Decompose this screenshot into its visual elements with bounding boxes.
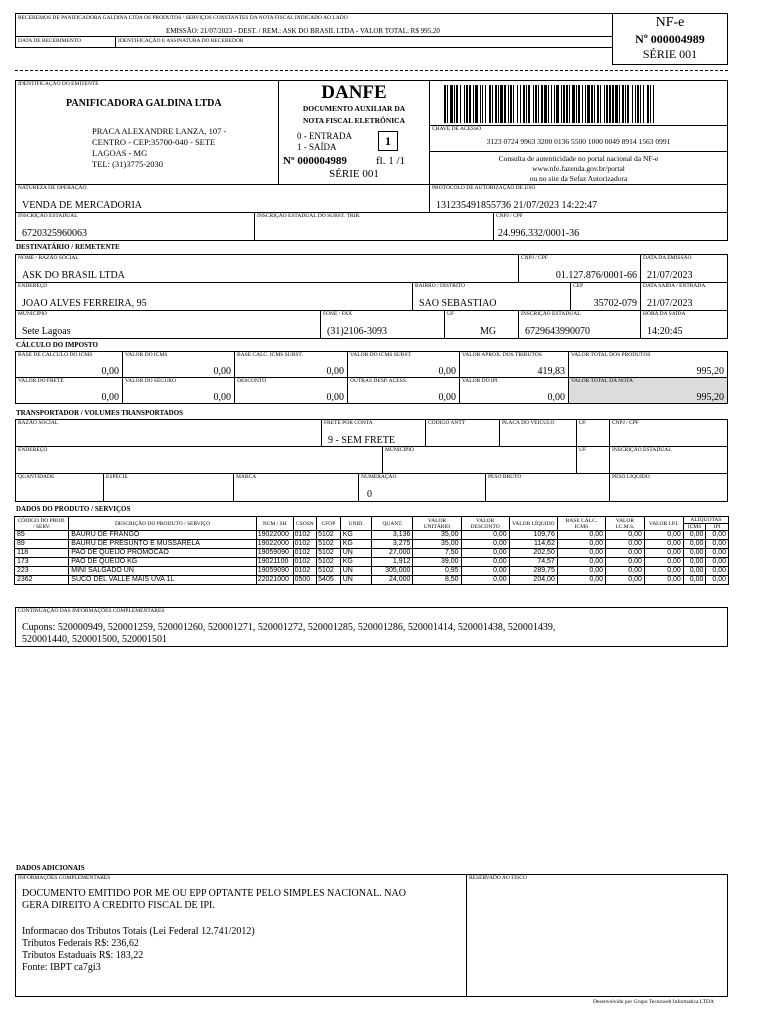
tax-field-value: 419,83 xyxy=(537,366,565,377)
danfe-box xyxy=(278,80,430,185)
emitter-address-3: LAGOAS - MG xyxy=(92,148,148,158)
tax-field-label: VALOR DO IPI xyxy=(462,378,498,384)
tax-field xyxy=(568,377,728,404)
product-cell: 39,00 xyxy=(413,558,461,567)
exit-time-label: HORA DA SAÍDA xyxy=(643,311,686,317)
product-cell: 7,50 xyxy=(413,549,461,558)
receipt-nfe-box xyxy=(612,13,728,65)
reserved-fisco-box xyxy=(466,874,728,997)
recipient-address-value: JOAO ALVES FERREIRA, 95 xyxy=(22,298,147,309)
product-cell: 5405 xyxy=(317,576,341,585)
carrier-uf-field xyxy=(576,419,610,447)
recipient-district-label: BAIRRO / DISTRITO xyxy=(415,283,466,289)
product-cell: 0,00 xyxy=(644,567,683,576)
state-registration-st-label: INSCRIÇÃO ESTADUAL DO SUBST. TRIB. xyxy=(257,213,361,219)
tax-field-value: 0,00 xyxy=(101,366,119,377)
emission-date-value: 21/07/2023 xyxy=(647,270,693,281)
product-cell: 5102 xyxy=(317,567,341,576)
danfe-subtitle-2: NOTA FISCAL ELETRÔNICA xyxy=(303,116,405,125)
product-cell: UN xyxy=(340,576,372,585)
product-cell: 0102 xyxy=(293,567,317,576)
product-cell: 202,50 xyxy=(509,549,557,558)
volume-numbering-label: NUMERAÇÃO xyxy=(361,474,397,480)
tax-field-value: 0,00 xyxy=(547,392,565,403)
additional-line-6: Fonte: IBPT ca7gi3 xyxy=(22,962,101,973)
receipt-stub xyxy=(15,13,613,48)
product-cell: 0,00 xyxy=(683,549,706,558)
tax-field-label: VALOR APROX. DOS TRIBUTOS xyxy=(462,352,542,358)
tax-field xyxy=(459,377,569,404)
product-cell: BAURU DE PRESUNTO E MUSSARELA xyxy=(69,540,256,549)
product-cell: 173 xyxy=(15,558,69,567)
gross-weight-field xyxy=(485,473,610,502)
vehicle-plate-label: PLACA DO VEÍCULO xyxy=(502,420,555,426)
product-cell: SUCO DEL VALLE MAIS UVA 1L xyxy=(69,576,256,585)
recipient-cnpj-field xyxy=(518,254,641,283)
emitter-cnpj-field xyxy=(493,212,728,241)
product-cell: 0,00 xyxy=(461,567,509,576)
product-cell: 0,00 xyxy=(644,540,683,549)
carrier-name-field xyxy=(15,419,322,447)
carrier-uf2-field xyxy=(576,446,610,474)
col-cfop: CFOP xyxy=(317,517,341,531)
tax-field-value: 995,20 xyxy=(696,392,724,403)
carrier-uf2-label: UF xyxy=(579,447,587,453)
product-cell: 0,00 xyxy=(683,576,706,585)
product-cell: UN xyxy=(340,567,372,576)
tax-field xyxy=(347,377,460,404)
cut-line xyxy=(15,70,728,71)
volume-species-label: ESPÉCIE xyxy=(106,474,128,480)
product-cell: 85 xyxy=(15,531,69,540)
additional-line-3: Informacao dos Tributos Totais (Lei Federal 12.741/2012) xyxy=(22,926,255,937)
state-registration-value: 6720325960063 xyxy=(22,228,87,239)
tax-field xyxy=(347,351,460,378)
product-cell: 223 xyxy=(15,567,69,576)
consult-text-3: ou no site da Sefaz Autorizadora xyxy=(529,174,628,183)
product-cell: 0,00 xyxy=(605,558,644,567)
recipient-ie-label: INSCRIÇÃO ESTADUAL xyxy=(521,311,581,317)
freight-value: 9 - SEM FRETE xyxy=(328,435,395,446)
product-cell: 2362 xyxy=(15,576,69,585)
recipient-name-label: NOME / RAZÃO SOCIAL xyxy=(18,255,79,261)
emitter-address-1: PRACA ALEXANDRE LANZA, 107 - xyxy=(92,126,227,136)
product-cell: 0,00 xyxy=(557,531,605,540)
col-description: DESCRIÇÃO DO PRODUTO / SERVIÇO xyxy=(69,517,256,531)
product-cell: 0,00 xyxy=(557,576,605,585)
product-cell: 289,75 xyxy=(509,567,557,576)
danfe-sheet: fl. 1 /1 xyxy=(376,155,406,167)
product-cell: 204,00 xyxy=(509,576,557,585)
volume-quantity-field xyxy=(15,473,104,502)
product-row xyxy=(15,576,729,585)
product-row xyxy=(15,558,729,567)
volume-numbering-field xyxy=(358,473,486,502)
recipient-uf-label: UF xyxy=(447,311,455,317)
product-cell: 0,00 xyxy=(461,549,509,558)
product-cell: 0,00 xyxy=(461,576,509,585)
carrier-name-label: RAZÃO SOCIAL xyxy=(18,420,59,426)
carrier-address-label: ENDEREÇO xyxy=(18,447,48,453)
transport-section-title: TRANSPORTADOR / VOLUMES TRANSPORTADOS xyxy=(16,409,184,417)
product-cell: 0,00 xyxy=(605,531,644,540)
emitter-label: IDENTIFICAÇÃO DO EMITENTE xyxy=(18,81,99,87)
emitter-cnpj-value: 24.996.332/0001-36 xyxy=(498,228,580,239)
product-row xyxy=(15,549,729,558)
tax-field xyxy=(15,377,123,404)
product-cell: 0,00 xyxy=(644,576,683,585)
product-cell: 35,00 xyxy=(413,531,461,540)
protocol-value: 131235491855736 21/07/2023 14:22:47 xyxy=(436,200,598,211)
tax-field-value: 995,20 xyxy=(696,366,724,377)
product-cell: BAURU DE FRANGO xyxy=(69,531,256,540)
emitter-cnpj-label: CNPJ / CPF xyxy=(496,213,523,219)
col-code: CÓDIGO DO PROD. / SERV. xyxy=(15,517,69,531)
tax-field-label: BASE CALC. ICMS SUBST. xyxy=(237,352,303,358)
col-unit-value: VALOR UNITÁRIO xyxy=(413,517,461,531)
recipient-district-value: SAO SEBASTIAO xyxy=(419,298,497,309)
tax-field xyxy=(568,351,728,378)
col-discount: VALOR DESCONTO xyxy=(461,517,509,531)
access-key-box xyxy=(429,80,728,185)
danfe-entrada-option: 0 - ENTRADA xyxy=(297,131,352,141)
product-cell: 19022000 xyxy=(256,540,293,549)
receipt-signature-label: IDENTIFICAÇÃO E ASSINATURA DO RECEBEDOR xyxy=(118,38,244,44)
product-cell: 3,136 xyxy=(372,531,413,540)
tax-field xyxy=(459,351,569,378)
recipient-city-field xyxy=(15,310,321,339)
receipt-number: Nº 000004989 xyxy=(635,32,705,46)
tax-field-label: VALOR DO FRETE xyxy=(18,378,64,384)
product-cell: 0,00 xyxy=(706,576,729,585)
product-cell: 0,00 xyxy=(683,531,706,540)
state-registration-field xyxy=(15,212,255,241)
recipient-uf-field xyxy=(444,310,519,339)
freight-field xyxy=(321,419,426,447)
recipient-cep-field xyxy=(570,282,641,311)
recipient-uf-value: MG xyxy=(480,326,497,337)
exit-date-field xyxy=(640,282,728,311)
recipient-phone-field xyxy=(320,310,445,339)
col-rate-icms: ICMS xyxy=(683,524,706,531)
col-icms-base: BASE CÁLC. ICMS xyxy=(557,517,605,531)
product-cell: 0102 xyxy=(293,540,317,549)
gross-weight-label: PESO BRUTO xyxy=(488,474,522,480)
product-cell: 0,00 xyxy=(683,558,706,567)
protocol-label: PROTOCOLO DE AUTORIZAÇÃO DE USO xyxy=(432,185,536,191)
product-cell: 0,00 xyxy=(557,558,605,567)
tax-field-value: 0,00 xyxy=(101,392,119,403)
additional-line-2: GERA DIREITO A CREDITO FISCAL DE IPI. xyxy=(22,900,215,911)
product-cell: 0,00 xyxy=(706,540,729,549)
product-cell: MINI SALGADO UN xyxy=(69,567,256,576)
product-cell: 8,50 xyxy=(413,576,461,585)
tax-field-label: OUTRAS DESP. ACESS. xyxy=(350,378,408,384)
product-cell: 0,00 xyxy=(557,567,605,576)
col-ipi-value: VALOR I.P.I. xyxy=(644,517,683,531)
additional-line-4: Tributos Federais R$: 236,62 xyxy=(22,938,139,949)
footer-credit: Desenvolvido por Grupo Tecnoweb Informatica LTDA xyxy=(592,999,714,1005)
recipient-phone-label: FONE / FAX xyxy=(323,311,353,317)
product-row xyxy=(15,531,729,540)
col-rates: ALÍQUOTAS xyxy=(683,517,728,524)
exit-date-value: 21/07/2023 xyxy=(647,298,693,309)
product-cell: 0,95 xyxy=(413,567,461,576)
product-cell: 0,00 xyxy=(706,531,729,540)
product-cell: 74,57 xyxy=(509,558,557,567)
recipient-city-label: MUNICÍPIO xyxy=(18,311,48,317)
carrier-address-field xyxy=(15,446,383,474)
tax-field-value: 0,00 xyxy=(438,366,456,377)
carrier-ie-field xyxy=(609,446,728,474)
access-key-label: CHAVE DE ACESSO xyxy=(432,126,482,132)
recipient-phone-value: (31)2106-3093 xyxy=(327,326,387,337)
product-cell: KG xyxy=(340,531,372,540)
emitter-name: PANIFICADORA GALDINA LTDA xyxy=(66,98,222,109)
exit-date-label: DATA SAÍDA / ENTRADA xyxy=(643,283,706,289)
operation-nature-value: VENDA DE MERCADORIA xyxy=(22,200,142,211)
additional-info-label: INFORMAÇÕES COMPLEMENTARES xyxy=(18,875,111,881)
antt-code-label: CÓDIGO ANTT xyxy=(428,420,466,426)
product-cell: 0102 xyxy=(293,549,317,558)
additional-line-5: Tributos Estaduais R$: 183,22 xyxy=(22,950,144,961)
recipient-cep-label: CEP xyxy=(573,283,584,289)
danfe-saida-option: 1 - SAÍDA xyxy=(297,142,337,152)
protocol-field xyxy=(429,184,728,213)
continuation-line-1: Cupons: 520000949, 520001259, 520001260, 520001271, 520001272, 520001285, 520001286, 520001414, 520001438, 520001439, xyxy=(22,622,556,633)
freight-label: FRETE POR CONTA xyxy=(324,420,373,426)
product-cell: 0,00 xyxy=(557,540,605,549)
danfe-series: SÉRIE 001 xyxy=(329,168,379,180)
carrier-cnpj-field xyxy=(609,419,728,447)
recipient-section-title: DESTINATÁRIO / REMETENTE xyxy=(16,243,120,251)
recipient-name-value: ASK DO BRASIL LTDA xyxy=(22,270,125,281)
danfe-type-value: 1 xyxy=(378,131,398,151)
emission-date-field xyxy=(640,254,728,283)
volume-brand-label: MARCA xyxy=(236,474,257,480)
product-cell: 35,00 xyxy=(413,540,461,549)
tax-field-value: 0,00 xyxy=(438,392,456,403)
col-ncm: NCM / SH xyxy=(256,517,293,531)
col-quantity: QUANT. xyxy=(372,517,413,531)
tax-field-value: 0,00 xyxy=(213,392,231,403)
product-cell: 24,000 xyxy=(372,576,413,585)
tax-field xyxy=(234,377,348,404)
recipient-district-field xyxy=(412,282,571,311)
product-cell: 0,00 xyxy=(605,549,644,558)
receipt-nfe-label: NF-e xyxy=(655,15,685,30)
operation-nature-label: NATUREZA DE OPERAÇÃO xyxy=(18,185,87,191)
danfe-number: Nº 000004989 xyxy=(283,155,347,167)
product-cell: 109,76 xyxy=(509,531,557,540)
recipient-cnpj-value: 01.127.876/0001-66 xyxy=(555,270,637,281)
col-unit: UNID. xyxy=(340,517,372,531)
product-cell: 0,00 xyxy=(644,531,683,540)
product-cell: 0102 xyxy=(293,531,317,540)
product-cell: 0,00 xyxy=(605,540,644,549)
product-cell: 0,00 xyxy=(605,567,644,576)
receipt-date-label: DATA DE RECEBIMENTO xyxy=(18,38,82,44)
consult-text-1: Consulta de autenticidade no portal nacional da NF-e xyxy=(498,154,659,163)
tax-field-label: BASE DE CÁLCULO DO ICMS xyxy=(18,352,93,358)
tax-field xyxy=(15,351,123,378)
product-cell: 19059090 xyxy=(256,567,293,576)
tax-field-value: 0,00 xyxy=(326,392,344,403)
tax-field-label: VALOR DO SEGURO xyxy=(125,378,176,384)
product-cell: 5102 xyxy=(317,558,341,567)
tax-field xyxy=(234,351,348,378)
state-registration-st-field xyxy=(254,212,494,241)
product-cell: 0102 xyxy=(293,558,317,567)
product-cell: KG xyxy=(340,558,372,567)
product-cell: KG xyxy=(340,540,372,549)
tax-field-label: VALOR DO ICMS xyxy=(125,352,168,358)
products-table xyxy=(14,516,729,585)
product-cell: 0,00 xyxy=(461,540,509,549)
tax-field-value: 0,00 xyxy=(213,366,231,377)
product-cell: 0,00 xyxy=(461,531,509,540)
recipient-ie-value: 6729643990070 xyxy=(525,326,590,337)
recipient-ie-field xyxy=(518,310,641,339)
additional-line-1: DOCUMENTO EMITIDO POR ME OU EPP OPTANTE PELO SIMPLES NACIONAL. NAO xyxy=(22,888,406,899)
access-key-value: 3123 0724 9963 3200 0136 5500 1000 0049 8914 1563 0991 xyxy=(486,137,671,146)
product-cell: 5102 xyxy=(317,549,341,558)
tax-field-label: VALOR DO ICMS SUBST. xyxy=(350,352,412,358)
product-cell: 5102 xyxy=(317,540,341,549)
net-weight-label: PESO LÍQUIDO xyxy=(612,474,650,480)
product-cell: 22021000 xyxy=(256,576,293,585)
product-cell: 0,00 xyxy=(683,567,706,576)
product-cell: 19022000 xyxy=(256,531,293,540)
tax-field-label: VALOR TOTAL DOS PRODUTOS xyxy=(571,352,651,358)
product-cell: UN xyxy=(340,549,372,558)
receipt-summary: EMISSÃO: 21/07/2023 - DEST. / REM.: ASK DO BRASIL LTDA - VALOR TOTAL: R$ 995,20 xyxy=(166,27,440,35)
col-net-value: VALOR LÍQUIDO xyxy=(509,517,557,531)
tax-field-value: 0,00 xyxy=(326,366,344,377)
product-cell: 27,000 xyxy=(372,549,413,558)
barcode-bar xyxy=(654,85,655,123)
product-cell: 19059090 xyxy=(256,549,293,558)
product-row xyxy=(15,567,729,576)
exit-time-field xyxy=(640,310,728,339)
danfe-title: DANFE xyxy=(321,82,387,103)
carrier-cnpj-label: CNPJ / CPF xyxy=(612,420,639,426)
product-cell: PAO DE QUEIJO PROMOCAO xyxy=(69,549,256,558)
tax-field-label: VALOR TOTAL DA NOTA xyxy=(571,378,634,384)
recipient-city-value: Sete Lagoas xyxy=(22,326,71,337)
exit-time-value: 14:20:45 xyxy=(647,326,683,337)
recipient-address-field xyxy=(15,282,413,311)
antt-code-field xyxy=(425,419,500,447)
carrier-city-label: MUNICÍPIO xyxy=(385,447,415,453)
product-cell: 0,00 xyxy=(557,549,605,558)
product-cell: 114,62 xyxy=(509,540,557,549)
consult-text-2: www.nfe.fazenda.gov.br/portal xyxy=(532,164,625,173)
volume-brand-field xyxy=(233,473,359,502)
recipient-cep-value: 35702-079 xyxy=(593,298,637,309)
recipient-name-field xyxy=(15,254,519,283)
tax-field-label: DESCONTO xyxy=(237,378,267,384)
volume-species-field xyxy=(103,473,234,502)
product-cell: PAO DE QUEIJO KG xyxy=(69,558,256,567)
product-cell: 0,00 xyxy=(706,567,729,576)
net-weight-field xyxy=(609,473,728,502)
tax-section-title: CÁLCULO DO IMPOSTO xyxy=(16,341,98,349)
col-icms-value: VALOR I.C.M.S. xyxy=(605,517,644,531)
product-cell: 0,00 xyxy=(644,549,683,558)
state-registration-label: INSCRIÇÃO ESTADUAL xyxy=(18,213,78,219)
col-csosn: CSOSN xyxy=(293,517,317,531)
carrier-ie-label: INSCRIÇÃO ESTADUAL xyxy=(612,447,672,453)
continuation-line-2: 520001440, 520001500, 520001501 xyxy=(22,634,167,645)
danfe-subtitle-1: DOCUMENTO AUXILIAR DA xyxy=(302,104,406,113)
carrier-uf-label: UF xyxy=(579,420,587,426)
volume-numbering-value: 0 xyxy=(367,489,372,500)
product-cell: 5102 xyxy=(317,531,341,540)
emitter-address-2: CENTRO - CEP:35700-040 - SETE xyxy=(92,137,216,147)
recipient-address-label: ENDEREÇO xyxy=(18,283,48,289)
tax-field xyxy=(122,377,235,404)
emitter-phone: TEL: (31)3775-2030 xyxy=(92,159,164,169)
vehicle-plate-field xyxy=(499,419,577,447)
product-cell: 1,912 xyxy=(372,558,413,567)
product-cell: 0,00 xyxy=(605,576,644,585)
receipt-statement: RECEBEMOS DE PANIFICADORA GALDINA LTDA OS PRODUTOS / SERVIÇOS CONSTANTES DA NOTA FISCAL INDICADO AO LADO xyxy=(18,15,348,21)
recipient-cnpj-label: CNPJ / CPF xyxy=(521,255,548,261)
additional-section-title: DADOS ADICIONAIS xyxy=(16,864,85,872)
product-cell: 0,00 xyxy=(706,558,729,567)
additional-info-box xyxy=(15,874,467,997)
product-row xyxy=(15,540,729,549)
product-cell: 0,00 xyxy=(683,540,706,549)
barcode xyxy=(444,85,716,123)
products-section-title: DADOS DO PRODUTO / SERVIÇOS xyxy=(16,505,131,513)
product-cell: 0,00 xyxy=(461,558,509,567)
continuation-label: CONTINUAÇÃO DAS INFORMAÇÕES COMPLEMENTARES xyxy=(18,608,165,614)
tax-field xyxy=(122,351,235,378)
reserved-fisco-label: RESERVADO AO FISCO xyxy=(469,875,527,881)
continuation-box xyxy=(15,607,728,647)
operation-nature-field xyxy=(15,184,430,213)
product-cell: 0,00 xyxy=(644,558,683,567)
product-cell: 3,275 xyxy=(372,540,413,549)
emission-date-label: DATA DA EMISSÃO xyxy=(643,255,692,261)
product-cell: 0,00 xyxy=(706,549,729,558)
product-cell: 118 xyxy=(15,549,69,558)
product-cell: 19021100 xyxy=(256,558,293,567)
emitter-box xyxy=(15,80,279,185)
receipt-series: SÉRIE 001 xyxy=(642,47,698,61)
product-cell: 0500 xyxy=(293,576,317,585)
carrier-city-field xyxy=(382,446,577,474)
product-cell: 89 xyxy=(15,540,69,549)
volume-quantity-label: QUANTIDADE xyxy=(18,474,55,480)
col-rate-ipi: IPI xyxy=(706,524,729,531)
product-cell: 305,000 xyxy=(372,567,413,576)
